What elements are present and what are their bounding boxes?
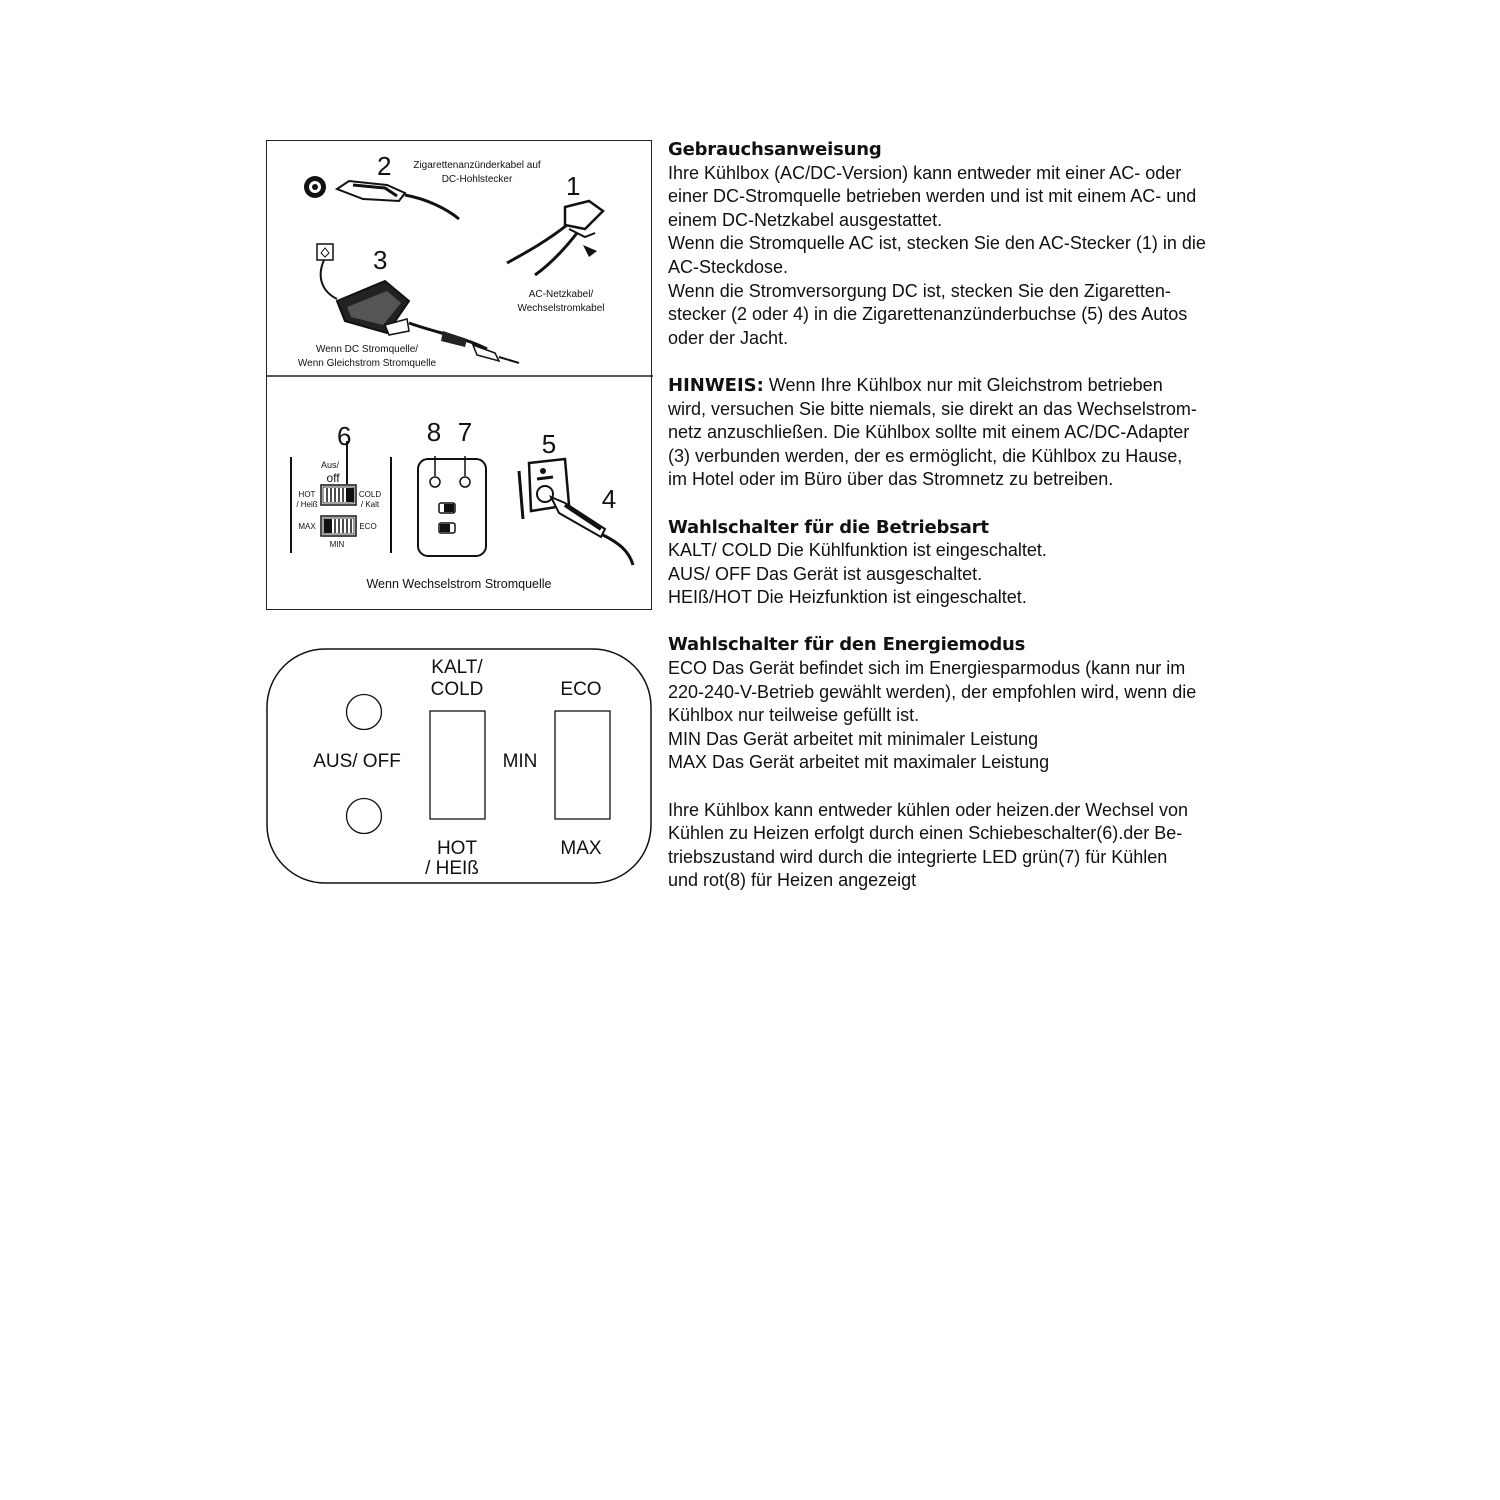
heading-betriebsart: Wahlschalter für die Betriebsart: [668, 516, 989, 538]
dc-source-caption-1: Wenn DC Stromquelle/: [315, 344, 419, 355]
hinweis-first-line: [668, 374, 1268, 398]
hinweis-line: netz anzuschließen. Die Kühlbox sollte mit einem AC/DC-Adapter: [668, 422, 1190, 443]
switch-eco-label: ECO: [359, 522, 377, 531]
hinweis-first-text: Wenn Ihre Kühlbox nur mit Gleichstrom betrieben: [763, 374, 1163, 395]
final-line: Ihre Kühlbox kann entweder kühlen oder heizen.der Wechsel von: [668, 799, 1188, 820]
gebrauch-line: Wenn die Stromversorgung DC ist, stecken Sie den Zigaretten-: [668, 280, 1171, 301]
label-number-8: 8: [426, 417, 442, 447]
led-top-indicator: [347, 695, 382, 730]
switch-aus-label: Aus/: [320, 460, 340, 470]
panel-aus-off-label: AUS/ OFF: [313, 751, 401, 772]
heading-energiemodus: Wahlschalter für den Energiemodus: [668, 634, 1026, 656]
dc-source-caption-2: Wenn Gleichstrom Stromquelle: [297, 358, 437, 369]
final-line: Kühlen zu Heizen erfolgt durch einen Schiebeschalter(6).der Be-: [668, 823, 1183, 844]
label-number-6: 6: [337, 421, 352, 451]
panel-max-label: MAX: [560, 838, 602, 859]
switch-heiss-label: / Heiß: [296, 500, 318, 509]
final-line: triebszustand wird durch die integrierte LED grün(7) für Kühlen: [668, 846, 1168, 867]
energie-line: MAX Das Gerät arbeitet mit maximaler Leistung: [668, 752, 1050, 773]
gebrauch-line: AC-Steckdose.: [668, 256, 789, 277]
label-number-1: 1: [566, 171, 581, 201]
energie-line: MIN Das Gerät arbeitet mit minimaler Leistung: [668, 728, 1039, 749]
gebrauch-line: einer DC-Stromquelle betrieben werden und ist mit einem AC- und: [668, 186, 1197, 207]
switch-kalt-label: / Kalt: [360, 500, 380, 509]
switch-off-label: off: [326, 471, 340, 485]
panel-eco-label: ECO: [560, 679, 602, 700]
cigarette-plug-icon: [551, 497, 633, 565]
label-number-4: 4: [601, 484, 617, 514]
panel-cold-label: COLD: [430, 679, 484, 700]
control-panel-drawing: [266, 648, 652, 884]
energie-line: 220-240-V-Betrieb gewählt werden), der empfohlen wird, wenn die: [668, 681, 1197, 702]
cig-cable-caption-2: DC-Hohlstecker: [441, 174, 513, 185]
gebrauch-line: einem DC-Netzkabel ausgestattet.: [668, 209, 943, 230]
connection-figure: [266, 140, 652, 610]
cigarette-cable-icon: [337, 181, 459, 219]
label-number-7: 7: [457, 417, 473, 447]
energy-switch-slot: [555, 711, 610, 819]
hinweis-label: HINWEIS:: [668, 374, 764, 396]
label-number-5: 5: [541, 429, 557, 459]
gebrauch-line: stecker (2 oder 4) in die Zigarettenanzünderbuchse (5) des Autos: [668, 304, 1188, 325]
gebrauch-line: Ihre Kühlbox (AC/DC-Version) kann entweder mit einer AC- oder: [668, 162, 1182, 183]
energie-line: ECO Das Gerät befindet sich im Energiesparmodus (kann nur im: [668, 658, 1186, 679]
mode-switch-slot: [430, 711, 485, 819]
control-panel-diagram: [266, 648, 652, 884]
gebrauch-line: oder der Jacht.: [668, 327, 789, 348]
switch-hot-label: HOT: [298, 490, 316, 499]
switch-max-label: MAX: [298, 522, 316, 531]
adapter-front-icon: [418, 456, 486, 556]
betrieb-line: KALT/ COLD Die Kühlfunktion ist eingeschaltet.: [668, 540, 1047, 561]
final-line: und rot(8) für Heizen angezeigt: [668, 870, 917, 891]
energie-line: Kühlbox nur teilweise gefüllt ist.: [668, 705, 920, 726]
hinweis-line: wird, versuchen Sie bitte niemals, sie direkt an das Wechselstrom-: [668, 398, 1197, 419]
switch-min-label: MIN: [329, 540, 345, 549]
dc-socket-icon: [304, 176, 326, 198]
hinweis-line: im Hotel oder im Büro über das Stromnetz zu betreiben.: [668, 469, 1114, 490]
switch-cold-label: COLD: [358, 490, 382, 499]
betrieb-line: AUS/ OFF Das Gerät ist ausgeschaltet.: [668, 563, 983, 584]
connection-illustration: [267, 141, 653, 611]
label-number-2: 2: [377, 151, 392, 181]
ac-cable-icon: [507, 201, 603, 275]
betrieb-line: HEIß/HOT Die Heizfunktion ist eingeschaltet.: [668, 587, 1027, 608]
ac-cable-caption-2: Wechselstromkabel: [517, 303, 605, 314]
ac-source-caption: Wenn Wechselstrom Stromquelle: [366, 577, 552, 591]
instructions-text: [668, 138, 1268, 893]
hinweis-line: (3) verbunden werden, der es ermöglicht, die Kühlbox zu Hause,: [668, 445, 1183, 466]
panel-min-label: MIN: [502, 751, 538, 772]
cig-cable-caption-1: Zigarettenanzünderkabel auf: [413, 160, 541, 171]
panel-heiss-label: / HEIß: [425, 858, 479, 879]
led-bottom-indicator: [347, 799, 382, 834]
heading-gebrauchsanweisung: Gebrauchsanweisung: [668, 139, 882, 160]
ac-cable-caption-1: AC-Netzkabel/: [528, 289, 594, 300]
panel-kalt-label: KALT/: [431, 657, 483, 678]
label-number-3: 3: [373, 245, 388, 275]
gebrauch-line: Wenn die Stromquelle AC ist, stecken Sie den AC-Stecker (1) in die: [668, 233, 1206, 254]
panel-hot-label: HOT: [436, 838, 478, 859]
